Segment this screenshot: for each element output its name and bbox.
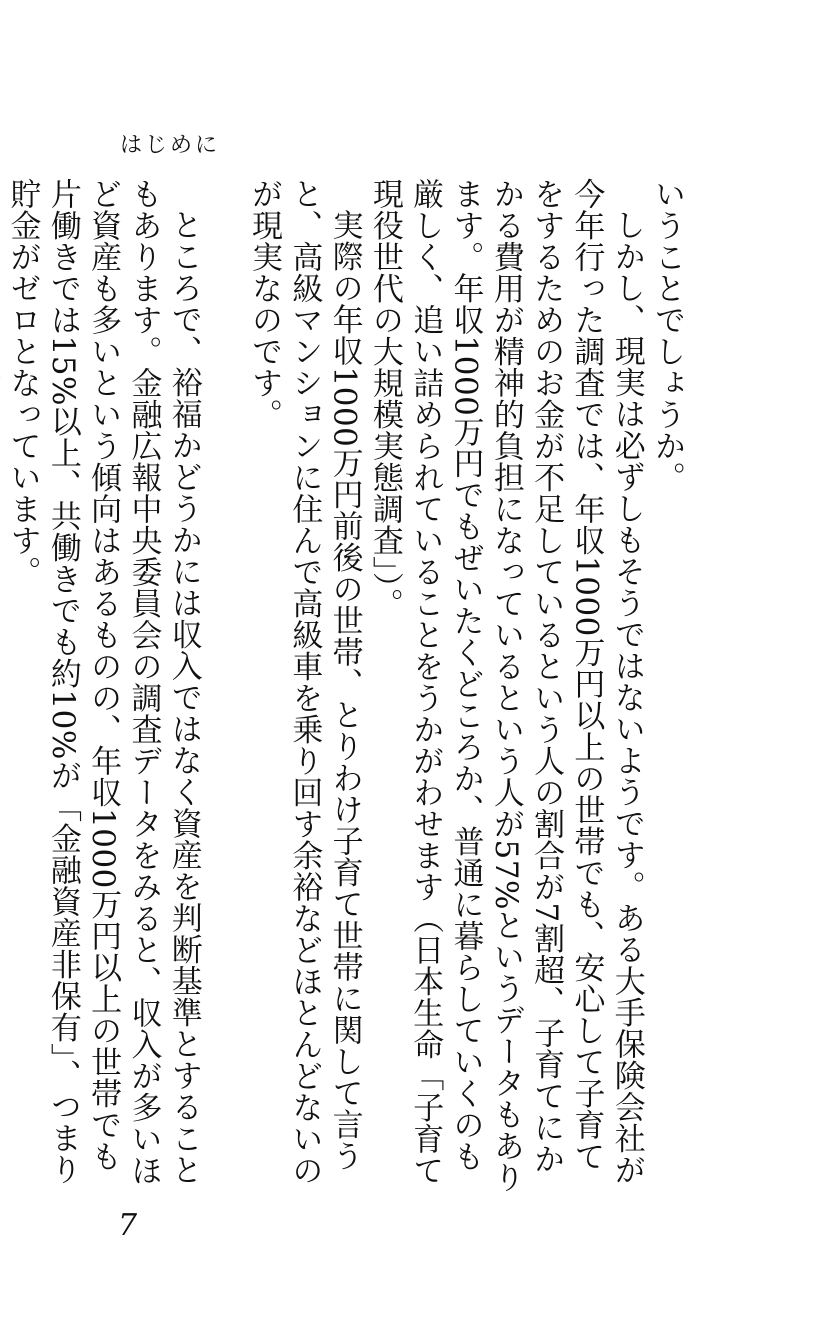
body-text: [4, 178, 687, 1198]
paragraph: [0, 178, 2, 1198]
paragraph-spacer: [204, 178, 244, 1198]
paragraph: 実際の年収1000万円前後の世帯、とりわけ子育て世帯に関して言うと、高級マンションに住んで高級車を乗り回す余裕などほとんどないのが現実なのです。: [246, 178, 363, 1186]
paragraph: しかし、現実は必ずしもそうではないようです。ある大手保険会社が今年行った調査では、年収1000万円以上の世帯でも、安心して子育てをするためのお金が不足しているという人の割合が7割超、子育てにかかる費用が精神的負担になっているという人が57%というデータもあります。年収1000万円でもぜいたくどころか、普通に暮らしていくのも厳しく、追い詰められていることをうかがわせます（日本生命「子育て現役世代の大規模実態調査」）。: [366, 178, 645, 1194]
paragraph: ところで、裕福かどうかには収入ではなく資産を判断基準とすることもあります。金融広報中央委員会の調査データをみると、収入が多いほど資産も多いという傾向はあるものの、年収1000万円以上の世帯でも片働きでは15%以上、共働きでも約10%が「金融資産非保有」、つまり貯金がゼロとなっています。: [4, 178, 202, 1186]
page-number: 7: [118, 1208, 138, 1243]
running-head: はじめに: [120, 133, 221, 158]
paragraph: いうことでしょうか。: [649, 178, 685, 493]
